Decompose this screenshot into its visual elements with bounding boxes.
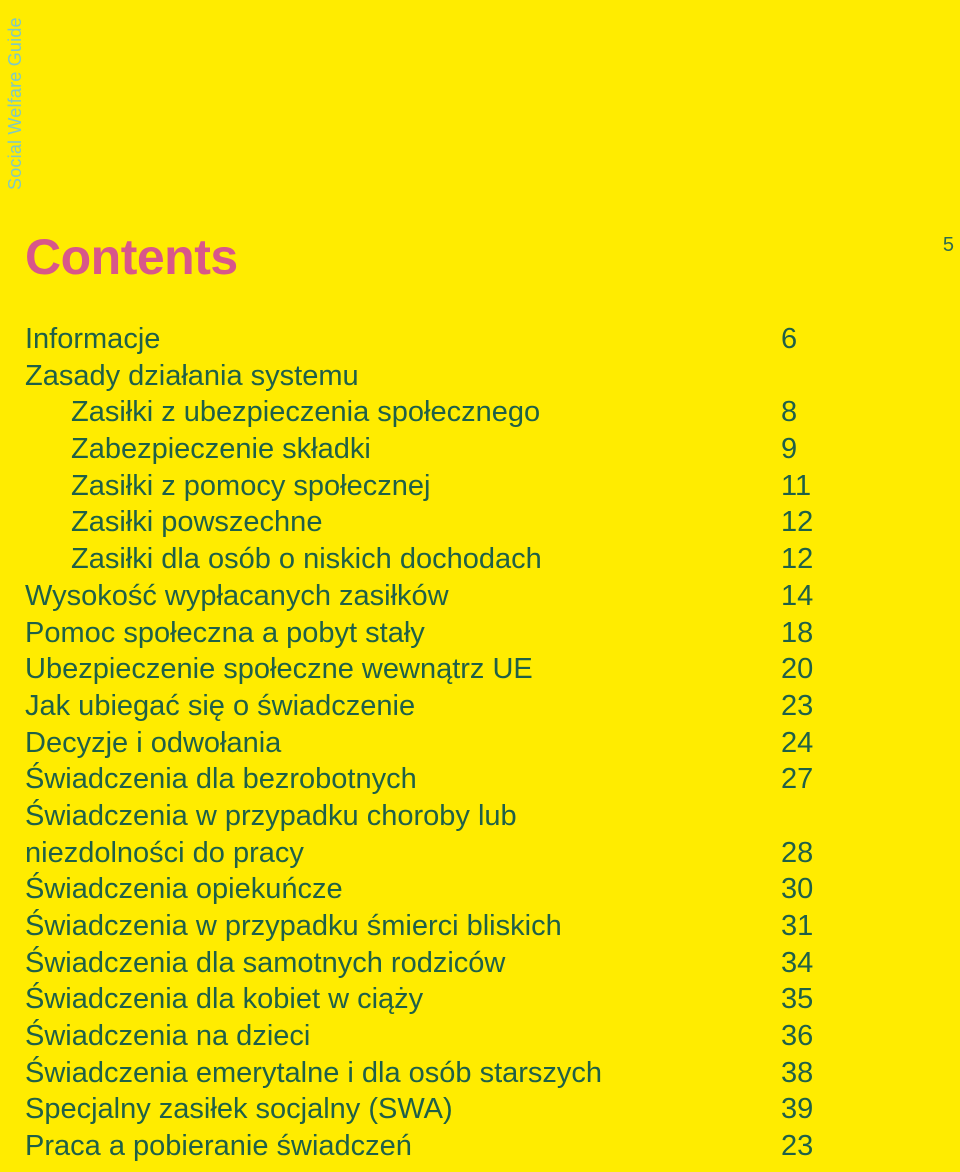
toc-entry-label: Decyzje i odwołania	[25, 726, 282, 759]
toc-entry-label: Zasiłki dla osób o niskich dochodach	[71, 543, 542, 576]
toc-entry-page: 23	[781, 1130, 814, 1163]
toc-entry-label: Zabezpieczenie składki	[71, 433, 371, 466]
toc-entry[interactable]	[25, 834, 825, 871]
toc-entry-page: 28	[781, 836, 814, 869]
toc-entry-page: 23	[781, 689, 814, 722]
toc-entry-page: 36	[781, 1020, 814, 1053]
toc-entry[interactable]	[25, 1017, 825, 1054]
toc-entry[interactable]	[25, 393, 825, 430]
toc-entry[interactable]	[25, 1127, 825, 1164]
toc-entry[interactable]	[25, 980, 825, 1017]
toc-entry-page: 35	[781, 983, 814, 1016]
toc-entry-label: Świadczenia opiekuńcze	[25, 873, 343, 906]
toc-entry-label: Świadczenia dla kobiet w ciąży	[25, 983, 424, 1016]
toc-entry-label: Świadczenia dla bezrobotnych	[25, 763, 417, 796]
toc-entry-label: niezdolności do pracy	[25, 836, 304, 869]
toc-entry[interactable]	[25, 1054, 825, 1091]
toc-entry-label: Pomoc społeczna a pobyt stały	[25, 616, 425, 649]
toc-entry-page: 18	[781, 616, 814, 649]
toc-entry[interactable]	[25, 577, 825, 614]
toc-entry-label: Specjalny zasiłek socjalny (SWA)	[25, 1093, 453, 1126]
toc-entry[interactable]	[25, 944, 825, 981]
toc-entry-label: Zasiłki z ubezpieczenia społecznego	[71, 396, 541, 429]
toc-entry[interactable]	[25, 430, 825, 467]
toc-entry[interactable]	[25, 907, 825, 944]
toc-entry-label: Wysokość wypłacanych zasiłków	[25, 579, 449, 612]
toc-entry-page: 27	[781, 763, 814, 796]
toc-entry-label: Świadczenia emerytalne i dla osób starszych	[25, 1056, 603, 1089]
toc-entry[interactable]	[25, 797, 825, 834]
toc-entry-page: 20	[781, 653, 814, 686]
toc-entry-page: 39	[781, 1093, 814, 1126]
toc-entry-label: Świadczenia w przypadku choroby lub	[25, 799, 517, 832]
toc-entry-page: 12	[781, 543, 814, 576]
toc-entry[interactable]	[25, 870, 825, 907]
toc-entry-label: Świadczenia w przypadku śmierci bliskich	[25, 910, 562, 942]
toc-entry-page: 8	[781, 396, 798, 429]
toc-entry-page: 24	[781, 726, 814, 759]
toc-entry-page: 12	[781, 506, 814, 539]
toc-entry-page: 9	[781, 433, 798, 466]
toc-entry[interactable]	[25, 467, 825, 504]
toc-entry[interactable]	[25, 320, 825, 357]
toc-entry[interactable]	[25, 357, 825, 394]
toc-entry-page: 6	[781, 323, 798, 355]
toc-entry-label: Praca a pobieranie świadczeń	[25, 1130, 412, 1163]
page-title: Contents	[25, 229, 238, 285]
table-of-contents	[25, 320, 825, 1164]
toc-entry-label: Świadczenia na dzieci	[25, 1020, 311, 1053]
toc-entry-page: 14	[781, 579, 814, 612]
guide-side-label: Social Welfare Guide	[5, 17, 25, 190]
toc-entry-label: Świadczenia dla samotnych rodziców	[25, 946, 506, 979]
toc-entry[interactable]	[25, 650, 825, 687]
toc-entry[interactable]	[25, 540, 825, 577]
toc-entry[interactable]	[25, 1090, 825, 1127]
toc-entry-page: 30	[781, 873, 814, 906]
toc-entry-label: Jak ubiegać się o świadczenie	[25, 689, 416, 722]
toc-entry-label: Informacje	[25, 323, 161, 355]
toc-entry[interactable]	[25, 724, 825, 761]
toc-entry-label: Ubezpieczenie społeczne wewnątrz UE	[25, 653, 533, 686]
toc-entry-page: 11	[781, 469, 812, 502]
page-number: 5	[942, 234, 954, 256]
toc-entry-label: Zasiłki z pomocy społecznej	[71, 469, 431, 502]
toc-entry-label: Zasiłki powszechne	[71, 506, 323, 539]
toc-entry[interactable]	[25, 614, 825, 651]
toc-entry-label: Zasady działania systemu	[25, 359, 359, 392]
toc-entry-page: 38	[781, 1056, 814, 1089]
toc-entry[interactable]	[25, 687, 825, 724]
toc-entry[interactable]	[25, 760, 825, 797]
toc-entry[interactable]	[25, 503, 825, 540]
toc-entry-page: 34	[781, 946, 814, 979]
toc-entry-page: 31	[781, 910, 814, 942]
